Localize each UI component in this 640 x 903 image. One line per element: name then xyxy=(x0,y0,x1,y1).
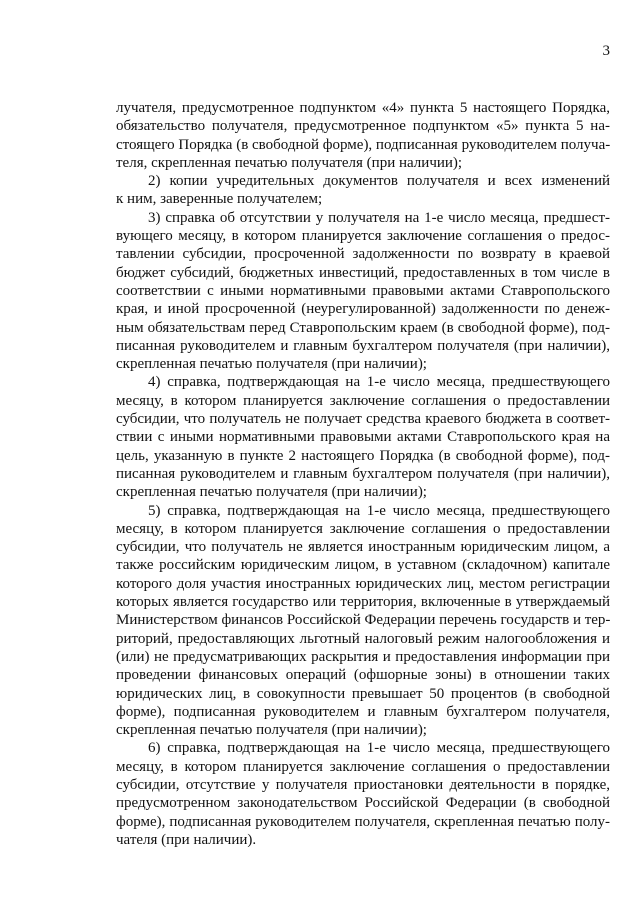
text-line: обязательство получателя, предусмотренное подпунктом «5» пункта 5 на- xyxy=(116,118,610,135)
text-line: месяцу, в котором планируется заключение соглашения о предоставлении xyxy=(116,758,610,775)
text-line: бюджет субсидий, бюджетных инвестиций, предоставленных в том числе в xyxy=(116,264,610,281)
text-line: форме), подписанная руководителем получателя, скрепленная печатью полу- xyxy=(116,813,610,830)
text-line: скрепленная печатью получателя (при наличии); xyxy=(116,722,427,739)
text-line: месяцу, в котором планируется заключение соглашения о предоставлении xyxy=(116,520,610,537)
text-line: 6) справка, подтверждающая на 1-е число месяца, предшествующего xyxy=(148,740,610,757)
text-line: писанная руководителем и главным бухгалтером получателя (при наличии), xyxy=(116,465,610,482)
text-line: также российским юридическим лицом, в уставном (складочном) капитале xyxy=(116,557,610,574)
text-line: которых является государство или территория, включенные в утверждаемый xyxy=(116,594,610,611)
text-line: лучателя, предусмотренное подпунктом «4» пункта 5 настоящего Порядка, xyxy=(116,100,610,116)
text-line: субсидии, что получатель не является иностранным юридическим лицом, а xyxy=(116,539,610,556)
text-line: риторий, предоставляющих льготный налоговый режим налогообложения и xyxy=(116,630,610,647)
text-line: Министерством финансов Российской Федерации перечень государств и тер- xyxy=(116,612,611,629)
text-line: к ним, заверенные получателем; xyxy=(116,191,323,208)
text-line: предусмотренном законодательством Российской Федерации (в свободной xyxy=(116,795,610,812)
text-line: скрепленная печатью получателя (при наличии); xyxy=(116,484,427,501)
text-line: ным обязательствам перед Ставропольским краем (в свободной форме), под- xyxy=(116,319,610,336)
text-line: 2) копии учредительных документов получателя и всех изменений xyxy=(148,173,610,190)
text-line: форме), подписанная руководителем и главным бухгалтером получателя, xyxy=(116,703,610,720)
text-line: стоящего Порядка (в свободной форме), подписанная руководителем получа- xyxy=(116,136,611,153)
text-line: которого доля участия иностранных юридических лиц, местом регистрации xyxy=(116,575,610,592)
text-line: проведении финансовых операций (офшорные зоны) в отношении таких xyxy=(116,667,610,684)
text-line: вующего месяцу, в котором планируется заключение соглашения о предос- xyxy=(116,228,610,245)
text-line: (или) не предусматривающих раскрытия и предоставления информации при xyxy=(116,648,610,665)
text-line: 4) справка, подтверждающая на 1-е число месяца, предшествующего xyxy=(148,374,610,391)
text-line: писанная руководителем и главным бухгалтером получателя (при наличии), xyxy=(116,337,610,354)
text-line: скрепленная печатью получателя (при наличии); xyxy=(116,356,427,373)
text-line: 5) справка, подтверждающая на 1-е число месяца, предшествующего xyxy=(148,502,610,519)
text-line: соответствии с иными нормативными правовыми актами Ставропольского xyxy=(116,282,610,299)
text-line: цель, указанную в пункте 2 настоящего Порядка (в свободной форме), под- xyxy=(116,447,610,464)
text-line: субсидии, что получатель не получает средства краевого бюджета в соответ- xyxy=(116,411,610,428)
text-line: края, и иной просроченной (неурегулированной) задолженности по денеж- xyxy=(116,301,610,318)
text-line: тавлении субсидии, просроченной задолженности по возврату в краевой xyxy=(116,246,610,263)
text-line: субсидии, отсутствие у получателя приостановки деятельности в порядке, xyxy=(116,776,610,793)
page-number: 3 xyxy=(602,43,610,59)
text-line: 3) справка об отсутствии у получателя на 1-е число месяца, предшест- xyxy=(148,209,610,226)
text-line: месяцу, в котором планируется заключение соглашения о предоставлении xyxy=(116,392,610,409)
text-line: теля, скрепленная печатью получателя (при наличии); xyxy=(116,154,463,171)
text-line: юридических лиц, в совокупности превышает 50 процентов (в свободной xyxy=(116,685,610,702)
text-line: ствии с иными нормативными правовыми актами Ставропольского края на xyxy=(116,429,610,446)
document-body xyxy=(116,99,610,849)
text-line: чателя (при наличии). xyxy=(116,831,257,848)
